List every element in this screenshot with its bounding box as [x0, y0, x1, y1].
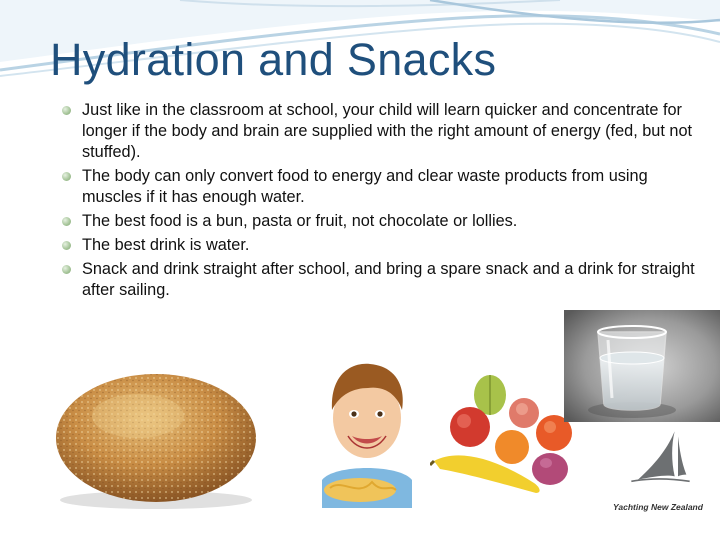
glass-of-water-image — [564, 310, 720, 422]
bullet-item — [60, 166, 700, 208]
bullet-text: The best food is a bun, pasta or fruit, not chocolate or lollies. — [82, 212, 518, 230]
bullet-item — [60, 100, 700, 163]
slide-title: Hydration and Snacks — [50, 34, 497, 85]
bullet-text: The best drink is water. — [82, 236, 250, 254]
bullet-item — [60, 235, 700, 256]
bread-bun-image — [38, 352, 270, 514]
bullet-item — [60, 259, 700, 301]
bullet-icon — [62, 265, 71, 274]
bullet-icon — [62, 172, 71, 181]
bullet-text: The body can only convert food to energy and clear waste products from using muscles if it has enough water. — [82, 167, 648, 206]
bullet-icon — [62, 241, 71, 250]
bullet-list — [60, 100, 700, 304]
yachting-nz-logo — [612, 428, 704, 512]
boy-eating-pasta-image — [312, 352, 422, 508]
bullet-item — [60, 211, 700, 232]
bullet-icon — [62, 106, 71, 115]
bullet-text: Just like in the classroom at school, your child will learn quicker and concentrate for longer if the body and brain are supplied with the right amount of energy (fed, but not stuffed). — [82, 101, 693, 161]
bullet-text: Snack and drink straight after school, and bring a spare snack and a drink for straight after sailing. — [82, 260, 695, 299]
bullet-icon — [62, 217, 71, 226]
logo-text: Yachting New Zealand — [613, 502, 703, 512]
